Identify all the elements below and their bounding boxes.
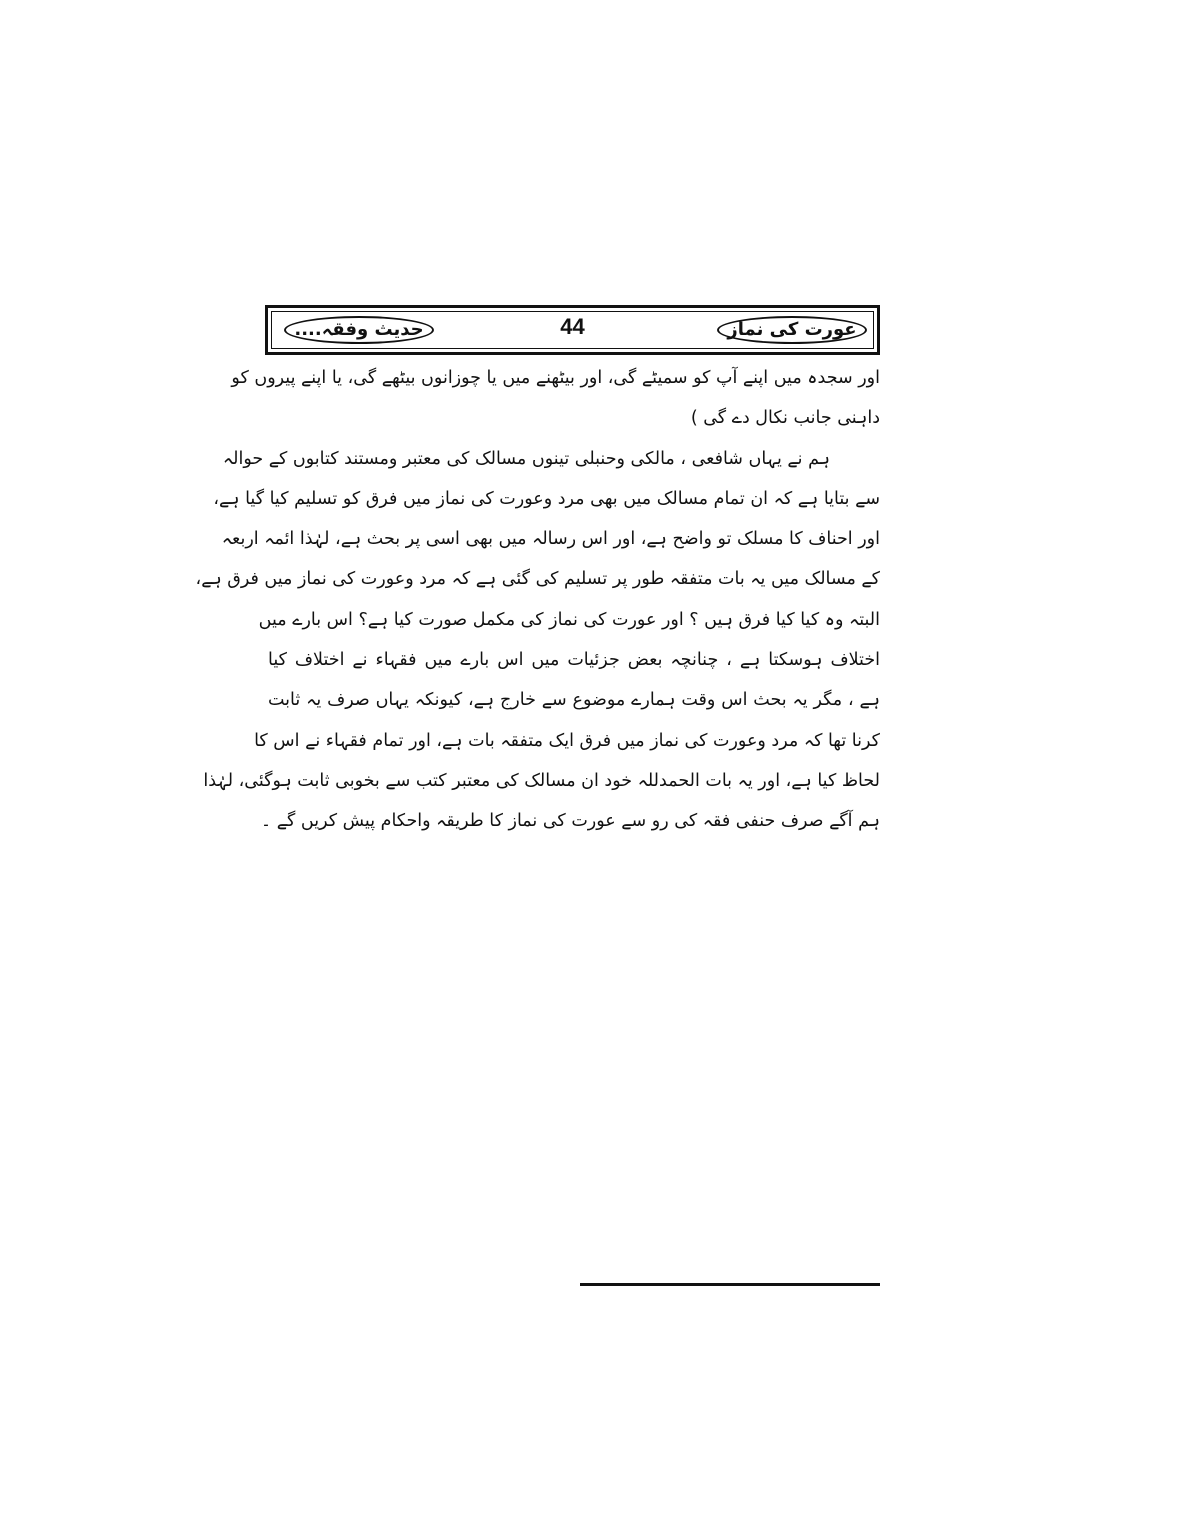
text-line: سے بتایا ہے کہ ان تمام مسالک میں بھی مرد وعورت کی نماز میں فرق کو تسلیم کیا گیا ہے، — [213, 488, 880, 509]
text-line: ہم آگے صرف حنفی فقہ کی رو سے عورت کی نماز کا طریقہ واحکام پیش کریں گے ۔ — [260, 811, 880, 832]
text-line: کرنا تھا کہ مرد وعورت کی نماز میں فرق ایک متفقہ بات ہے، اور تمام فقہاء نے اس کا — [254, 730, 880, 751]
text-line: البتہ وہ کیا کیا فرق ہیں ؟ اور عورت کی نماز کی مکمل صورت کیا ہے؟ اس بارے میں — [258, 609, 880, 630]
text-line: داہنی جانب نکال دے گی ) — [690, 408, 880, 429]
page-number: 44 — [560, 314, 585, 339]
text-line: کے مسالک میں یہ بات متفقہ طور پر تسلیم کی گئی ہے کہ مرد وعورت کی نماز میں فرق ہے، — [195, 569, 880, 590]
book-title: عورت کی نماز — [717, 316, 867, 344]
text-line: ہم نے یہاں شافعی ، مالکی وحنبلی تینوں مسالک کی معتبر ومستند کتابوں کے حوالہ — [222, 448, 830, 469]
text-line: اختلاف ہوسکتا ہے ، چنانچہ بعض جزئیات میں اس بارے میں فقہاء نے اختلاف کیا — [268, 650, 880, 671]
footnote-rule — [580, 1283, 880, 1286]
text-line: اور سجدہ میں اپنے آپ کو سمیٹے گی، اور بیٹھنے میں یا چوزانوں بیٹھے گی، یا اپنے پیروں کو — [231, 368, 880, 388]
text-line: اور احناف کا مسلک تو واضح ہے، اور اس رسالہ میں بھی اسی پر بحث ہے، لہٰذا ائمہ اربعہ — [221, 529, 880, 550]
section-title: حدیث وفقہ.... — [284, 316, 434, 344]
page-header — [265, 305, 880, 355]
body-text — [195, 358, 880, 842]
text-line: ہے ، مگر یہ بحث اس وقت ہمارے موضوع سے خارج ہے، کیونکہ یہاں صرف یہ ثابت — [268, 690, 880, 711]
text-line: لحاظ کیا ہے، اور یہ بات الحمدللہ خود ان مسالک کی معتبر کتب سے بخوبی ثابت ہوگئی، لہٰذا — [203, 770, 880, 791]
page-header-inner — [271, 311, 874, 349]
